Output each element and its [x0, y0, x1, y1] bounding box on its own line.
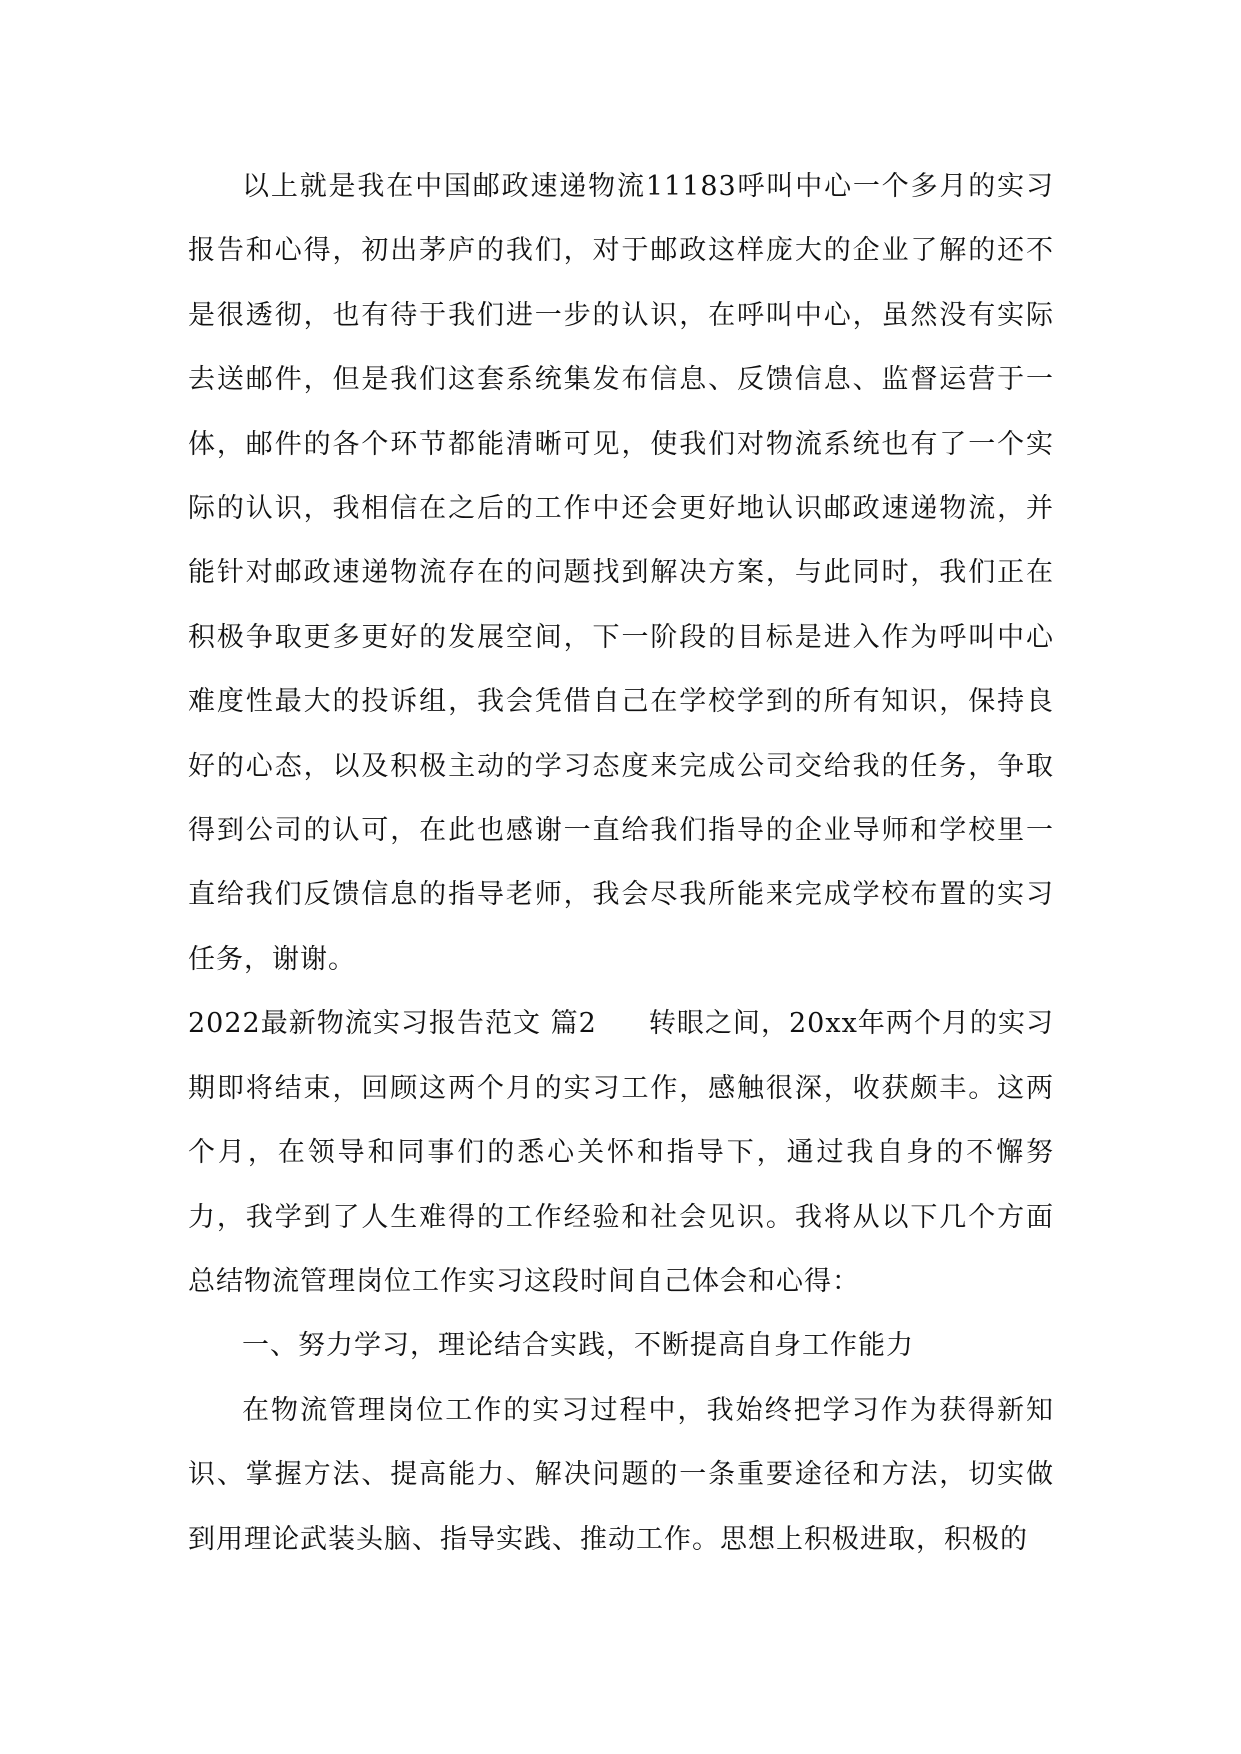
article-intro-text: 转眼之间，20xx年两个月的实习期即将结束，回顾这两个月的实习工作，感触很深，收获颇丰。这两个月，在领导和同事们的悉心关怀和指导下，通过我自身的不懈努力，我学到了人生难得的工作经验和社会见识。我将从以下几个方面总结物流管理岗位工作实习这段时间自己体会和心得： [188, 1008, 1054, 1297]
article-2-intro-paragraph [188, 992, 1054, 1314]
section-heading: 一、努力学习，理论结合实践，不断提高自身工作能力 [242, 1330, 914, 1362]
document-body [188, 155, 1054, 1572]
paragraph-section-body: 在物流管理岗位工作的实习过程中，我始终把学习作为获得新知识、掌握方法、提高能力、解决问题的一条重要途径和方法，切实做到用理论武装头脑、指导实践、推动工作。思想上积极进取，积极的 [188, 1394, 1054, 1555]
paragraph-report-conclusion: 以上就是我在中国邮政速递物流11183呼叫中心一个多月的实习报告和心得，初出茅庐的我们，对于邮政这样庞大的企业了解的还不是很透彻，也有待于我们进一步的认识，在呼叫中心，虽然没有实际去送邮件，但是我们这套系统集发布信息、反馈信息、监督运营于一体，邮件的各个环节都能清晰可见，使我们对物流系统也有了一个实际的认识，我相信在之后的工作中还会更好地认识邮政速递物流，并能针对邮政速递物流存在的问题找到解决方案，与此同时，我们正在积极争取更多更好的发展空间，下一阶段的目标是进入作为呼叫中心难度性最大的投诉组，我会凭借自己在学校学到的所有知识，保持良好的心态，以及积极主动的学习态度来完成公司交给我的任务，争取得到公司的认可，在此也感谢一直给我们指导的企业导师和学校里一直给我们反馈信息的指导老师，我会尽我所能来完成学校布置的实习任务，谢谢。 [188, 171, 1054, 975]
article-title: 2022最新物流实习报告范文 篇2 [188, 1008, 597, 1040]
